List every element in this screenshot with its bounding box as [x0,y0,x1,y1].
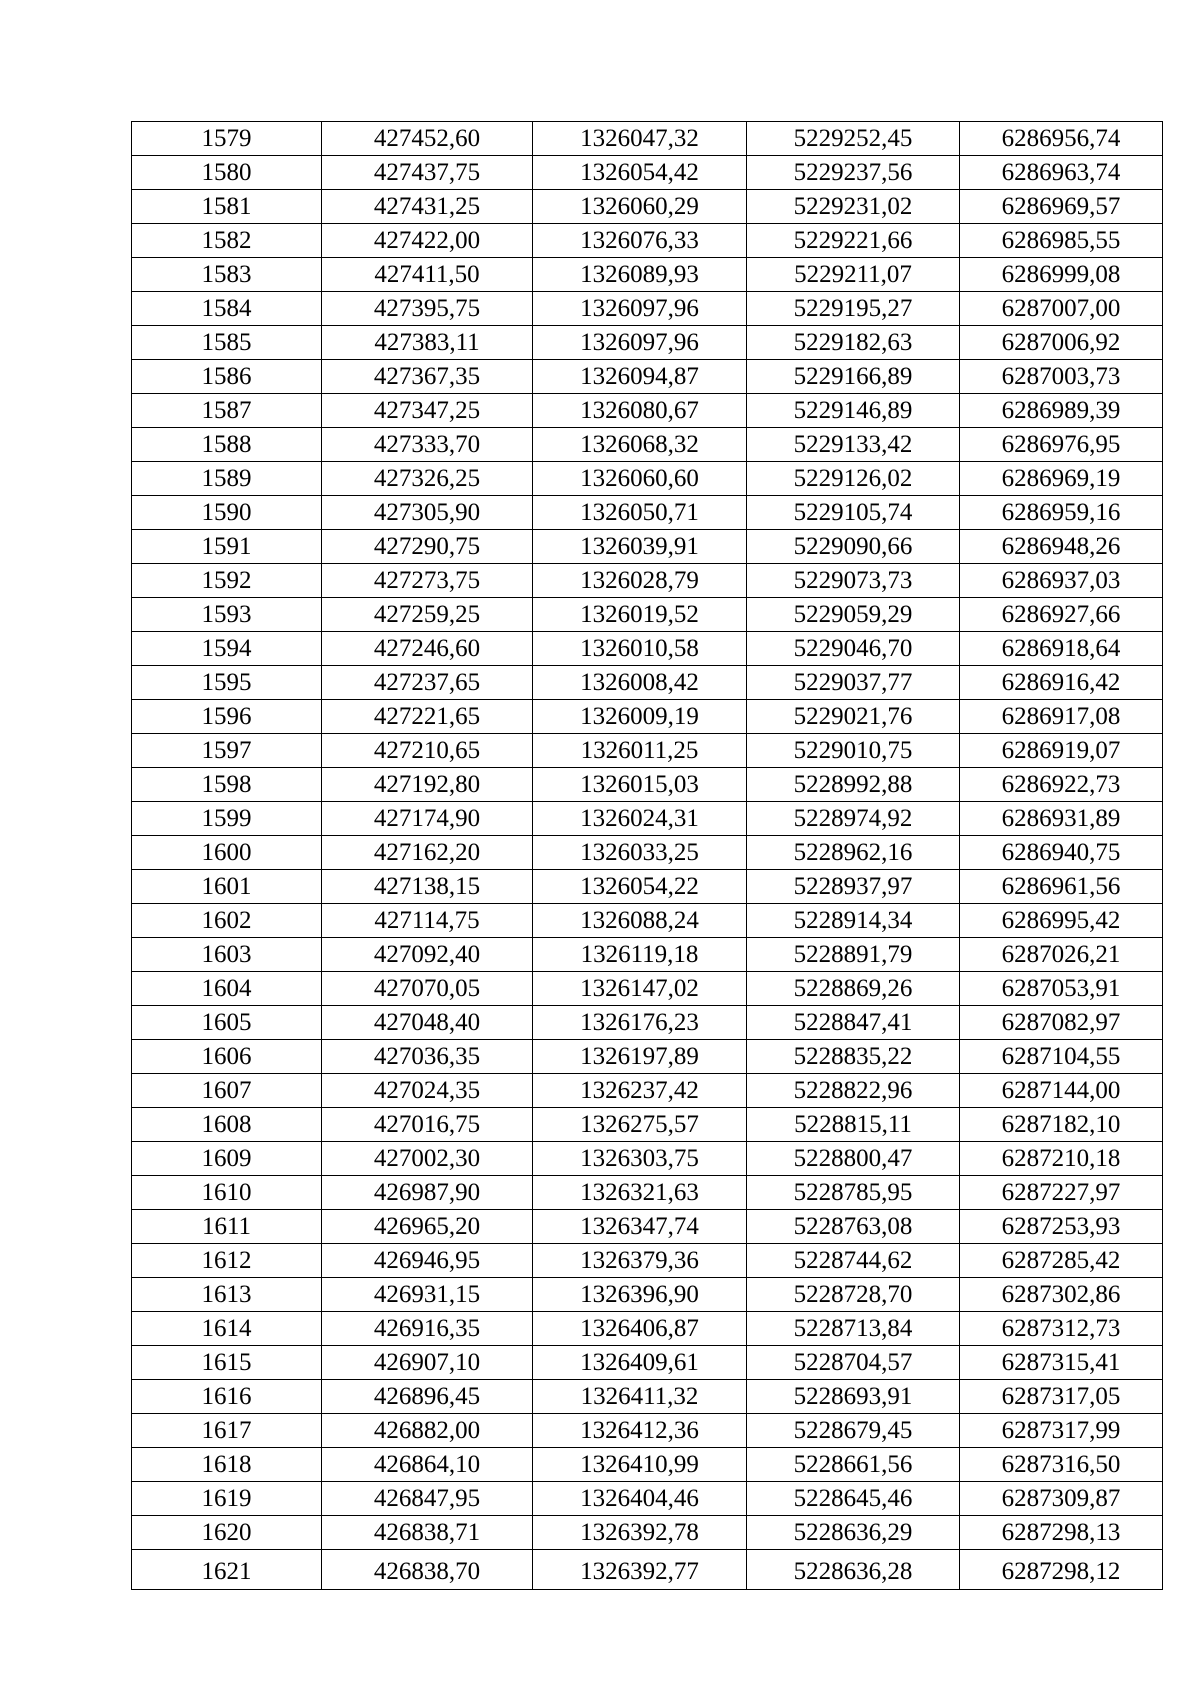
coord-y1-cell: 1326054,22 [533,870,747,904]
coord-y1-cell: 1326409,61 [533,1346,747,1380]
coord-y1-cell: 1326054,42 [533,156,747,190]
point-number-cell: 1590 [132,496,322,530]
coord-y1-cell: 1326060,60 [533,462,747,496]
coord-x1-cell: 427273,75 [322,564,533,598]
point-number-cell: 1582 [132,224,322,258]
point-number-cell: 1594 [132,632,322,666]
coord-y1-cell: 1326406,87 [533,1312,747,1346]
coord-y2-cell: 6287312,73 [960,1312,1163,1346]
table-row [132,1448,1163,1482]
coord-y1-cell: 1326097,96 [533,292,747,326]
coord-y1-cell: 1326010,58 [533,632,747,666]
coord-x2-cell: 5228815,11 [747,1108,960,1142]
coord-x1-cell: 426864,10 [322,1448,533,1482]
point-number-cell: 1595 [132,666,322,700]
table-row [132,700,1163,734]
coord-x1-cell: 426987,90 [322,1176,533,1210]
coord-x2-cell: 5229237,56 [747,156,960,190]
table-row [132,1380,1163,1414]
point-number-cell: 1615 [132,1346,322,1380]
coord-x2-cell: 5229211,07 [747,258,960,292]
coord-y1-cell: 1326275,57 [533,1108,747,1142]
coord-x1-cell: 426965,20 [322,1210,533,1244]
coord-y1-cell: 1326008,42 [533,666,747,700]
coord-y1-cell: 1326047,32 [533,122,747,156]
point-number-cell: 1614 [132,1312,322,1346]
coord-y1-cell: 1326147,02 [533,972,747,1006]
table-row [132,258,1163,292]
coord-y2-cell: 6287285,42 [960,1244,1163,1278]
table-row [132,836,1163,870]
coord-y1-cell: 1326176,23 [533,1006,747,1040]
coord-x1-cell: 427016,75 [322,1108,533,1142]
point-number-cell: 1618 [132,1448,322,1482]
table-row [132,428,1163,462]
table-row [132,1108,1163,1142]
coord-x1-cell: 427210,65 [322,734,533,768]
coord-y2-cell: 6286948,26 [960,530,1163,564]
coord-y1-cell: 1326060,29 [533,190,747,224]
coord-x1-cell: 426931,15 [322,1278,533,1312]
coordinates-table-body [132,122,1163,1590]
coord-x1-cell: 427192,80 [322,768,533,802]
table-row [132,394,1163,428]
table-row [132,972,1163,1006]
coord-y1-cell: 1326097,96 [533,326,747,360]
coord-x1-cell: 427246,60 [322,632,533,666]
coord-y1-cell: 1326321,63 [533,1176,747,1210]
coord-x2-cell: 5229021,76 [747,700,960,734]
coord-x2-cell: 5228744,62 [747,1244,960,1278]
table-row [132,1142,1163,1176]
coord-y1-cell: 1326089,93 [533,258,747,292]
coord-x1-cell: 427221,65 [322,700,533,734]
point-number-cell: 1596 [132,700,322,734]
table-row [132,564,1163,598]
coord-y2-cell: 6287315,41 [960,1346,1163,1380]
coord-x2-cell: 5228847,41 [747,1006,960,1040]
coord-x2-cell: 5229231,02 [747,190,960,224]
coord-x2-cell: 5228636,28 [747,1550,960,1590]
coord-y2-cell: 6287316,50 [960,1448,1163,1482]
coord-x1-cell: 427437,75 [322,156,533,190]
coord-y1-cell: 1326011,25 [533,734,747,768]
point-number-cell: 1606 [132,1040,322,1074]
coord-y2-cell: 6287026,21 [960,938,1163,972]
coord-y2-cell: 6287298,13 [960,1516,1163,1550]
coord-y1-cell: 1326019,52 [533,598,747,632]
coord-x2-cell: 5229166,89 [747,360,960,394]
coord-y2-cell: 6287182,10 [960,1108,1163,1142]
coord-y2-cell: 6287104,55 [960,1040,1163,1074]
coord-x2-cell: 5228822,96 [747,1074,960,1108]
coord-x1-cell: 426847,95 [322,1482,533,1516]
coord-y1-cell: 1326076,33 [533,224,747,258]
table-row [132,1278,1163,1312]
point-number-cell: 1601 [132,870,322,904]
coord-x1-cell: 427024,35 [322,1074,533,1108]
point-number-cell: 1613 [132,1278,322,1312]
coord-y1-cell: 1326411,32 [533,1380,747,1414]
point-number-cell: 1607 [132,1074,322,1108]
coord-x2-cell: 5228974,92 [747,802,960,836]
coord-y2-cell: 6287003,73 [960,360,1163,394]
coord-y2-cell: 6286917,08 [960,700,1163,734]
coord-x2-cell: 5229133,42 [747,428,960,462]
coord-y2-cell: 6286918,64 [960,632,1163,666]
coord-x1-cell: 427290,75 [322,530,533,564]
coord-y1-cell: 1326080,67 [533,394,747,428]
table-row [132,1312,1163,1346]
coord-y2-cell: 6286940,75 [960,836,1163,870]
coord-x1-cell: 427305,90 [322,496,533,530]
point-number-cell: 1620 [132,1516,322,1550]
coord-x2-cell: 5228645,46 [747,1482,960,1516]
coord-x1-cell: 426838,70 [322,1550,533,1590]
point-number-cell: 1593 [132,598,322,632]
coord-x1-cell: 427452,60 [322,122,533,156]
point-number-cell: 1600 [132,836,322,870]
point-number-cell: 1581 [132,190,322,224]
table-row [132,156,1163,190]
table-row [132,1006,1163,1040]
point-number-cell: 1610 [132,1176,322,1210]
coord-y2-cell: 6286916,42 [960,666,1163,700]
coord-x2-cell: 5228869,26 [747,972,960,1006]
coord-x2-cell: 5229126,02 [747,462,960,496]
point-number-cell: 1588 [132,428,322,462]
coord-y2-cell: 6287253,93 [960,1210,1163,1244]
table-row [132,768,1163,802]
point-number-cell: 1580 [132,156,322,190]
coord-x2-cell: 5229105,74 [747,496,960,530]
table-row [132,122,1163,156]
point-number-cell: 1597 [132,734,322,768]
coord-y1-cell: 1326197,89 [533,1040,747,1074]
table-row [132,496,1163,530]
coord-x1-cell: 427326,25 [322,462,533,496]
coord-x2-cell: 5228835,22 [747,1040,960,1074]
coord-y1-cell: 1326396,90 [533,1278,747,1312]
coord-y1-cell: 1326410,99 [533,1448,747,1482]
coord-y2-cell: 6287317,99 [960,1414,1163,1448]
coord-x1-cell: 427411,50 [322,258,533,292]
coord-y2-cell: 6286989,39 [960,394,1163,428]
coord-y1-cell: 1326237,42 [533,1074,747,1108]
coord-x2-cell: 5229073,73 [747,564,960,598]
table-row [132,632,1163,666]
point-number-cell: 1589 [132,462,322,496]
coord-x1-cell: 427174,90 [322,802,533,836]
coord-x2-cell: 5228800,47 [747,1142,960,1176]
coord-x1-cell: 427114,75 [322,904,533,938]
coord-x1-cell: 427367,35 [322,360,533,394]
coordinates-table [131,121,1163,1590]
point-number-cell: 1612 [132,1244,322,1278]
coord-x2-cell: 5228704,57 [747,1346,960,1380]
coord-x1-cell: 427237,65 [322,666,533,700]
coord-x1-cell: 427395,75 [322,292,533,326]
coord-y2-cell: 6287144,00 [960,1074,1163,1108]
point-number-cell: 1586 [132,360,322,394]
coord-x2-cell: 5229037,77 [747,666,960,700]
table-row [132,1176,1163,1210]
coord-x2-cell: 5229221,66 [747,224,960,258]
table-row [132,802,1163,836]
point-number-cell: 1579 [132,122,322,156]
coord-y1-cell: 1326094,87 [533,360,747,394]
coord-x2-cell: 5229146,89 [747,394,960,428]
coord-y2-cell: 6287317,05 [960,1380,1163,1414]
table-row [132,1346,1163,1380]
coord-y2-cell: 6287053,91 [960,972,1163,1006]
coord-y1-cell: 1326088,24 [533,904,747,938]
coord-y1-cell: 1326039,91 [533,530,747,564]
point-number-cell: 1587 [132,394,322,428]
point-number-cell: 1617 [132,1414,322,1448]
coord-x1-cell: 427431,25 [322,190,533,224]
coord-y2-cell: 6287007,00 [960,292,1163,326]
table-row [132,360,1163,394]
coord-x1-cell: 427092,40 [322,938,533,972]
point-number-cell: 1583 [132,258,322,292]
coord-y2-cell: 6286985,55 [960,224,1163,258]
coord-y2-cell: 6287210,18 [960,1142,1163,1176]
coord-y1-cell: 1326068,32 [533,428,747,462]
coord-x2-cell: 5229090,66 [747,530,960,564]
coord-y2-cell: 6286969,57 [960,190,1163,224]
coord-x2-cell: 5228713,84 [747,1312,960,1346]
coord-y2-cell: 6286995,42 [960,904,1163,938]
coord-x2-cell: 5229252,45 [747,122,960,156]
point-number-cell: 1603 [132,938,322,972]
coord-y2-cell: 6286931,89 [960,802,1163,836]
coord-y2-cell: 6286937,03 [960,564,1163,598]
coord-x2-cell: 5229182,63 [747,326,960,360]
point-number-cell: 1599 [132,802,322,836]
coord-y1-cell: 1326412,36 [533,1414,747,1448]
point-number-cell: 1585 [132,326,322,360]
point-number-cell: 1598 [132,768,322,802]
coord-x2-cell: 5228937,97 [747,870,960,904]
coord-x1-cell: 426946,95 [322,1244,533,1278]
table-row [132,1244,1163,1278]
coord-x2-cell: 5228693,91 [747,1380,960,1414]
table-row [132,326,1163,360]
coord-y2-cell: 6286956,74 [960,122,1163,156]
coord-x1-cell: 427138,15 [322,870,533,904]
point-number-cell: 1616 [132,1380,322,1414]
coord-y1-cell: 1326392,78 [533,1516,747,1550]
coord-x2-cell: 5229046,70 [747,632,960,666]
point-number-cell: 1604 [132,972,322,1006]
point-number-cell: 1605 [132,1006,322,1040]
table-row [132,530,1163,564]
table-row [132,1550,1163,1590]
coord-y2-cell: 6287302,86 [960,1278,1163,1312]
coord-y2-cell: 6286927,66 [960,598,1163,632]
coord-x1-cell: 427422,00 [322,224,533,258]
coord-x1-cell: 426838,71 [322,1516,533,1550]
coord-y2-cell: 6287227,97 [960,1176,1163,1210]
coord-x2-cell: 5228992,88 [747,768,960,802]
coord-y1-cell: 1326015,03 [533,768,747,802]
coord-x1-cell: 427259,25 [322,598,533,632]
point-number-cell: 1609 [132,1142,322,1176]
coord-x2-cell: 5228785,95 [747,1176,960,1210]
coord-x2-cell: 5228679,45 [747,1414,960,1448]
coord-x2-cell: 5228891,79 [747,938,960,972]
table-row [132,734,1163,768]
coord-y2-cell: 6286963,74 [960,156,1163,190]
table-row [132,1074,1163,1108]
coord-y1-cell: 1326119,18 [533,938,747,972]
coord-x2-cell: 5229059,29 [747,598,960,632]
table-row [132,224,1163,258]
table-row [132,1516,1163,1550]
point-number-cell: 1611 [132,1210,322,1244]
table-row [132,666,1163,700]
coord-y1-cell: 1326028,79 [533,564,747,598]
coord-x2-cell: 5228962,16 [747,836,960,870]
point-number-cell: 1608 [132,1108,322,1142]
coord-y2-cell: 6286919,07 [960,734,1163,768]
point-number-cell: 1619 [132,1482,322,1516]
coord-y2-cell: 6286976,95 [960,428,1163,462]
coord-y2-cell: 6287298,12 [960,1550,1163,1590]
coord-y2-cell: 6287006,92 [960,326,1163,360]
coord-x1-cell: 427048,40 [322,1006,533,1040]
coord-y1-cell: 1326379,36 [533,1244,747,1278]
coord-y2-cell: 6286922,73 [960,768,1163,802]
coord-y2-cell: 6286969,19 [960,462,1163,496]
table-row [132,1040,1163,1074]
coord-y2-cell: 6286999,08 [960,258,1163,292]
coord-x2-cell: 5229195,27 [747,292,960,326]
coord-x2-cell: 5229010,75 [747,734,960,768]
coord-y1-cell: 1326303,75 [533,1142,747,1176]
coord-x1-cell: 427347,25 [322,394,533,428]
coord-x1-cell: 427036,35 [322,1040,533,1074]
point-number-cell: 1602 [132,904,322,938]
table-row [132,1414,1163,1448]
table-row [132,462,1163,496]
coord-x1-cell: 426896,45 [322,1380,533,1414]
coord-x1-cell: 427383,11 [322,326,533,360]
coord-x1-cell: 427333,70 [322,428,533,462]
coord-x1-cell: 427162,20 [322,836,533,870]
coord-x2-cell: 5228914,34 [747,904,960,938]
coord-x1-cell: 427002,30 [322,1142,533,1176]
point-number-cell: 1621 [132,1550,322,1590]
table-row [132,598,1163,632]
coord-y1-cell: 1326404,46 [533,1482,747,1516]
point-number-cell: 1592 [132,564,322,598]
point-number-cell: 1591 [132,530,322,564]
table-row [132,870,1163,904]
coord-y2-cell: 6287082,97 [960,1006,1163,1040]
coord-x2-cell: 5228661,56 [747,1448,960,1482]
coord-x1-cell: 426916,35 [322,1312,533,1346]
point-number-cell: 1584 [132,292,322,326]
table-row [132,292,1163,326]
coord-y1-cell: 1326050,71 [533,496,747,530]
coord-x2-cell: 5228728,70 [747,1278,960,1312]
table-row [132,938,1163,972]
coord-x2-cell: 5228636,29 [747,1516,960,1550]
coord-x1-cell: 426882,00 [322,1414,533,1448]
coord-y2-cell: 6287309,87 [960,1482,1163,1516]
coord-y1-cell: 1326033,25 [533,836,747,870]
coord-y1-cell: 1326347,74 [533,1210,747,1244]
coord-y2-cell: 6286959,16 [960,496,1163,530]
coord-y2-cell: 6286961,56 [960,870,1163,904]
coord-x1-cell: 426907,10 [322,1346,533,1380]
coord-x1-cell: 427070,05 [322,972,533,1006]
coord-y1-cell: 1326009,19 [533,700,747,734]
coord-y1-cell: 1326024,31 [533,802,747,836]
table-row [132,1482,1163,1516]
coord-y1-cell: 1326392,77 [533,1550,747,1590]
table-row [132,190,1163,224]
table-row [132,1210,1163,1244]
table-row [132,904,1163,938]
coord-x2-cell: 5228763,08 [747,1210,960,1244]
